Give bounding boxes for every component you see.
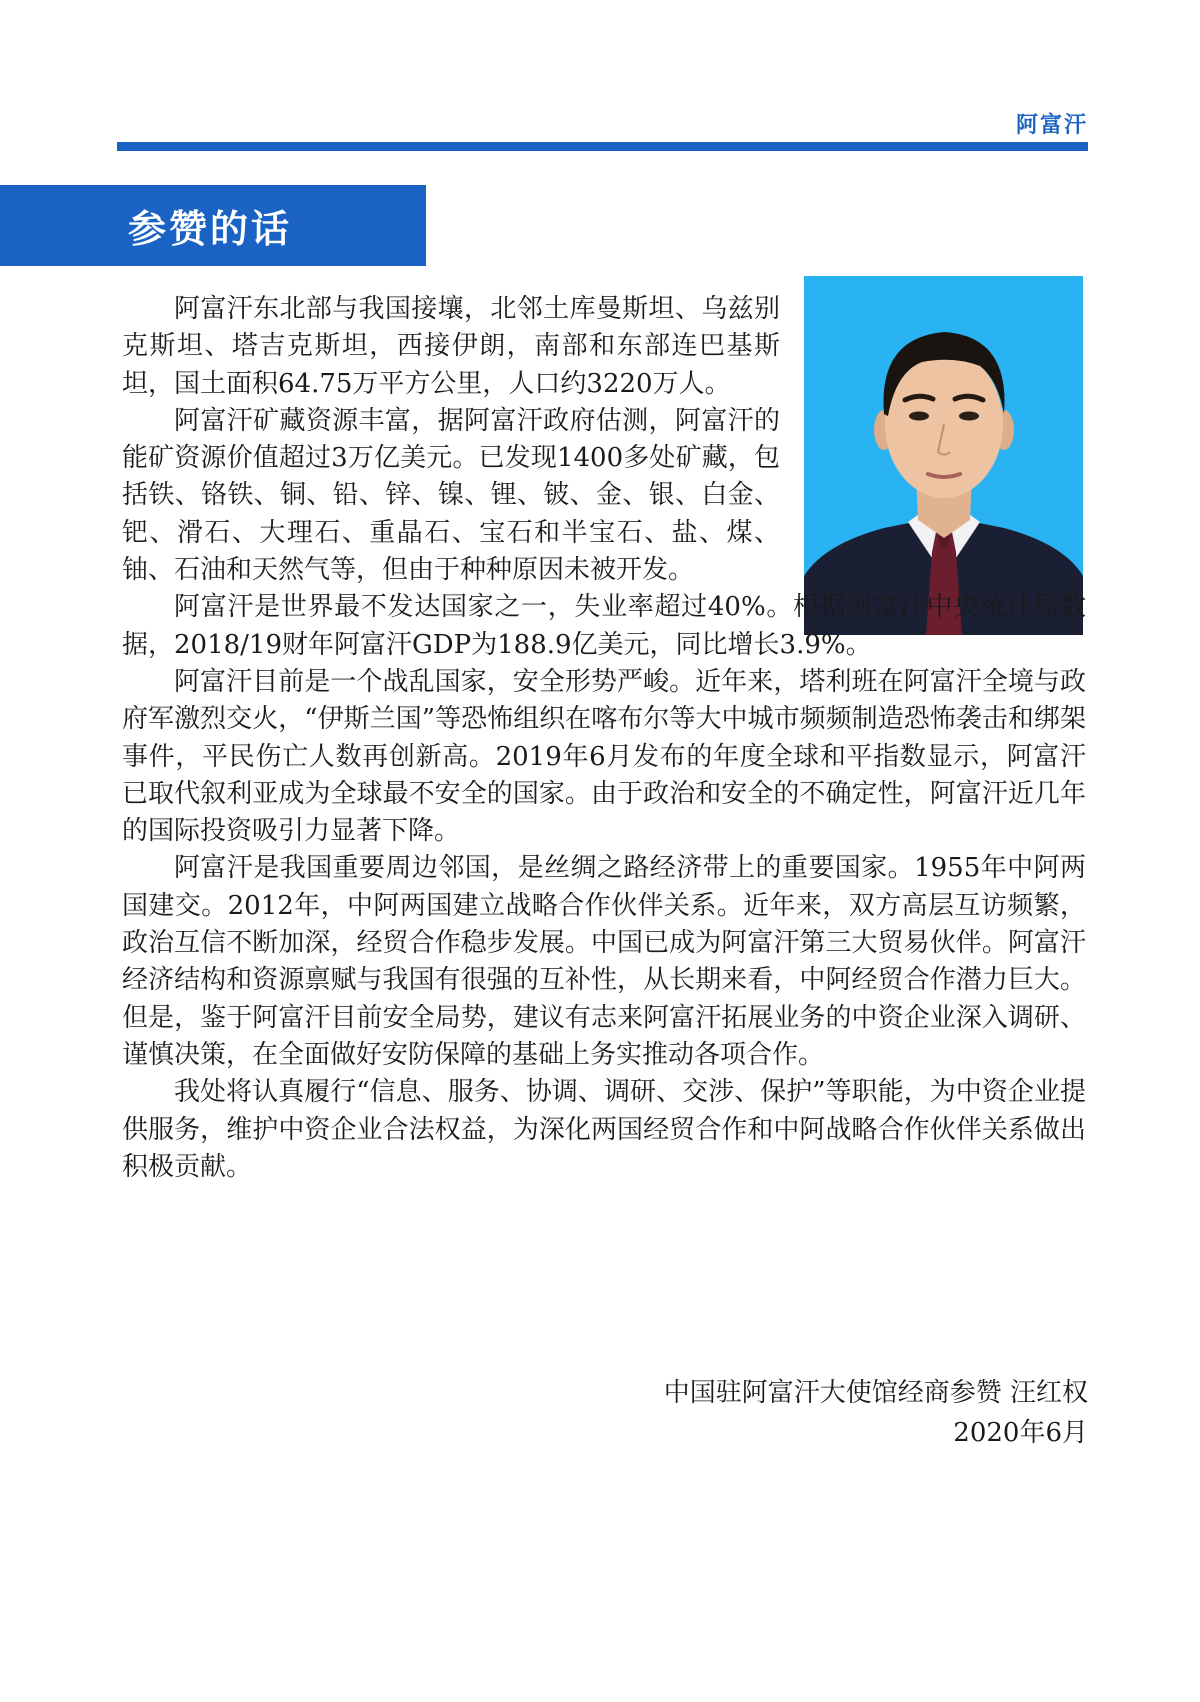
paragraph-resources: 阿富汗矿藏资源丰富，据阿富汗政府估测，阿富汗的能矿资源价值超过3万亿美元。已发现1400多处矿藏，包括铁、铬铁、铜、铅、锌、镍、锂、铍、金、银、白金、钯、滑石、大理石、重晶石、宝石和半宝石、盐、煤、铀、石油和天然气等，但由于种种原因未被开发。	[122, 405, 780, 586]
paragraph-bilateral: 阿富汗是我国重要周边邻国，是丝绸之路经济带上的重要国家。1955年中阿两国建交。2012年，中阿两国建立战略合作伙伴关系。近年来，双方高层互访频繁，政治互信不断加深，经贸合作稳步发展。中国已成为阿富汗第三大贸易伙伴。阿富汗经济结构和资源禀赋与我国有很强的互补性，从长期来看，中阿经贸合作潜力巨大。但是，鉴于阿富汗目前安全局势，建议有志来阿富汗拓展业务的中资企业深入调研、谨慎决策，在全面做好安防保障的基础上务实推动各项合作。	[122, 853, 1086, 1070]
header-rule	[117, 142, 1088, 151]
signature-date: 2020年6月	[953, 1418, 1088, 1448]
article-body	[122, 291, 1086, 1186]
paragraph-commitment: 我处将认真履行“信息、服务、协调、调研、交涉、保护”等职能，为中资企业提供服务，维护中资企业合法权益，为深化两国经贸合作和中阿战略合作伙伴关系做出积极贡献。	[122, 1077, 1086, 1182]
running-head-title: 阿富汗	[1015, 113, 1088, 138]
section-banner	[0, 185, 426, 266]
paragraph-security: 阿富汗目前是一个战乱国家，安全形势严峻。近年来，塔利班在阿富汗全境与政府军激烈交火，“伊斯兰国”等恐怖组织在喀布尔等大中城市频频制造恐怖袭击和绑架事件，平民伤亡人数再创新高。2019年6月发布的年度全球和平指数显示，阿富汗已取代叙利亚成为全球最不安全的国家。由于政治和安全的不确定性，阿富汗近几年的国际投资吸引力显著下降。	[122, 666, 1086, 847]
section-title: 参赞的话	[128, 207, 293, 251]
paragraph-economy: 阿富汗是世界最不发达国家之一，失业率超过40%。根据阿富汗中央统计局数据，2018/19财年阿富汗GDP为188.9亿美元，同比增长3.9%。	[122, 592, 1086, 660]
signature-author: 中国驻阿富汗大使馆经商参赞 汪红权	[663, 1378, 1088, 1408]
paragraph-geography: 阿富汗东北部与我国接壤，北邻土库曼斯坦、乌兹别克斯坦、塔吉克斯坦，西接伊朗，南部和东部连巴基斯坦，国土面积64.75万平方公里，人口约3220万人。	[122, 294, 780, 399]
signature-block	[664, 1373, 1088, 1453]
